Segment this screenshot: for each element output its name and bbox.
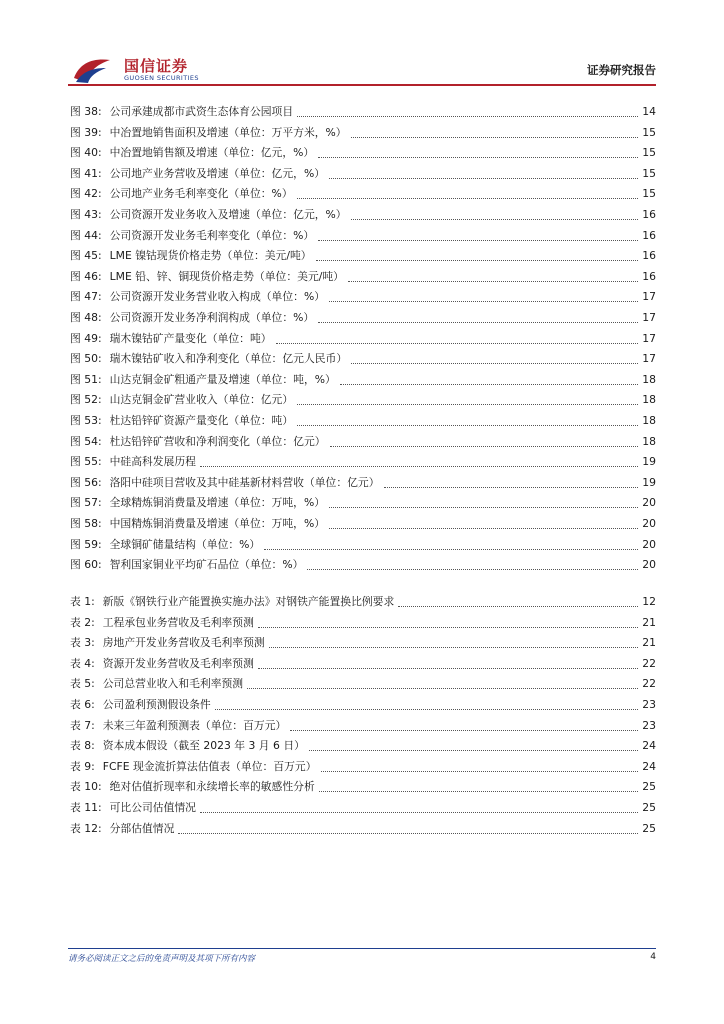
footer-divider [68,948,656,949]
figure-label: 图 48: [70,311,102,324]
dot-leader [351,362,638,364]
figure-title: 杜达铅锌矿营收和净利润变化（单位：亿元） [109,434,326,448]
dot-leader [321,770,638,772]
figure-label: 图 59: [70,537,102,551]
figure-label: 图 39: [70,125,102,139]
table-page-number: 21 [642,615,656,629]
dot-leader [269,646,638,648]
table-entry[interactable] [68,821,656,839]
table-page-number: 24 [642,739,656,753]
figure-entry[interactable] [68,125,656,143]
figure-label: 图 58: [70,517,102,530]
dot-leader [318,321,638,323]
figure-entry[interactable] [68,248,656,266]
page-number: 4 [650,952,656,962]
table-page-number: 22 [642,656,656,670]
figure-entry[interactable] [68,104,656,122]
figure-label: 图 44: [70,228,102,242]
figure-entry[interactable] [68,372,656,390]
figure-page-number: 17 [642,331,656,345]
figure-page-number: 18 [642,393,656,407]
dot-leader [290,729,638,731]
figure-page-number: 15 [642,125,656,139]
dot-leader [330,445,638,447]
table-entry[interactable] [68,615,656,633]
figure-label: 图 51: [70,372,102,386]
figure-title: 全球铜矿储量结构（单位：%） [109,537,261,551]
figure-page-number: 16 [642,208,656,221]
table-label: 表 3: [70,636,95,650]
table-title: 绝对估值折现率和永续增长率的敏感性分析 [109,780,315,794]
figure-page-number: 18 [642,434,656,448]
figure-title: 全球精炼铜消费量及增速（单位：万吨，%） [109,496,326,510]
figure-title: 山达克铜金矿粗通产量及增速（单位：吨，%） [109,372,336,386]
dot-leader [215,708,638,710]
table-title: 工程承包业务营收及毛利率预测 [102,615,254,629]
figure-label: 图 42: [70,187,102,201]
page-header [0,0,724,90]
table-page-number: 22 [642,677,656,691]
dot-leader [247,687,638,689]
figure-label: 图 54: [70,434,102,448]
table-label: 表 9: [70,759,95,773]
figure-title: 瑞木镍钴矿产量变化（单位：吨） [109,331,272,345]
dot-leader [384,486,638,488]
figure-label: 图 52: [70,393,102,407]
table-label: 表 12: [70,821,102,835]
dot-leader [340,383,638,385]
figure-title: 瑞木镍钴矿收入和净利变化（单位：亿元人民币） [109,352,348,366]
figure-title: 中硅高科发展历程 [109,455,196,469]
table-page-number: 25 [642,801,656,814]
dot-leader [258,626,638,628]
figure-page-number: 20 [642,496,656,510]
footer-disclaimer: 请务必阅读正文之后的免责声明及其项下所有内容 [68,954,256,964]
dot-leader [276,342,638,344]
figure-page-number: 17 [642,352,656,366]
table-entry[interactable] [68,738,656,756]
table-title: FCFE 现金流折算法估值表（单位：百万元） [102,759,317,773]
figure-label: 图 60: [70,558,102,572]
table-title: 房地产开发业务营收及毛利率预测 [102,636,265,650]
figure-label: 图 57: [70,496,102,510]
figure-entry[interactable] [68,166,656,184]
figure-entry[interactable] [68,475,656,493]
figure-page-number: 20 [642,517,656,530]
table-title: 公司总营业收入和毛利率预测 [102,677,244,691]
guosen-logo-icon [72,56,112,84]
figure-page-number: 16 [642,228,656,242]
table-entry[interactable] [68,656,656,674]
figure-page-number: 14 [642,105,656,118]
figure-label: 图 55: [70,455,102,469]
table-page-number: 24 [642,759,656,773]
figure-entry[interactable] [68,289,656,307]
figure-entry[interactable] [68,331,656,349]
figure-entry[interactable] [68,495,656,513]
figure-label: 图 41: [70,166,102,180]
table-title: 可比公司估值情况 [109,801,196,814]
dot-leader [351,218,638,220]
dot-leader [329,177,638,179]
table-entry[interactable] [68,635,656,653]
figure-page-number: 18 [642,414,656,427]
figure-entry[interactable] [68,516,656,534]
dot-leader [318,239,638,241]
figure-label: 图 40: [70,146,102,160]
table-title: 新版《钢铁行业产能置换实施办法》对钢铁产能置换比例要求 [102,595,395,608]
table-page-number: 12 [642,595,656,608]
figure-page-number: 15 [642,166,656,180]
dot-leader [297,424,638,426]
figure-title: 公司资源开发业务营业收入构成（单位：%） [109,290,326,304]
figure-title: 杜达铅锌矿资源产量变化（单位：吨） [109,414,294,427]
table-title: 分部估值情况 [109,821,175,835]
table-entry[interactable] [68,779,656,797]
logo-chinese-name: 国信证券 [124,57,189,75]
figure-title: 洛阳中硅项目营收及其中硅基新材料营收（单位：亿元） [109,475,380,489]
figure-label: 图 47: [70,290,102,304]
figure-page-number: 16 [642,249,656,263]
figure-label: 图 53: [70,414,102,427]
table-label: 表 8: [70,739,95,753]
figure-title: 公司资源开发业务毛利率变化（单位：%） [109,228,315,242]
figure-title: 公司资源开发业务净利润构成（单位：%） [109,311,315,324]
figure-label: 图 50: [70,352,102,366]
figure-page-number: 15 [642,146,656,160]
figure-entry[interactable] [68,269,656,287]
figure-entry[interactable] [68,392,656,410]
figure-page-number: 18 [642,372,656,386]
figure-entry[interactable] [68,434,656,452]
dot-leader [316,259,638,261]
dot-leader [398,605,638,607]
dot-leader [178,832,638,834]
figure-title: 公司资源开发业务收入及增速（单位：亿元，%） [109,208,347,221]
figure-entry[interactable] [68,145,656,163]
table-label: 表 6: [70,698,95,711]
table-entry[interactable] [68,800,656,818]
dot-leader [200,465,638,467]
figure-label: 图 43: [70,208,102,221]
table-page-number: 23 [642,718,656,732]
table-label: 表 1: [70,595,95,608]
table-entry[interactable] [68,594,656,612]
figure-entry[interactable] [68,228,656,246]
figure-page-number: 16 [642,269,656,283]
figure-title: 公司承建成都市武资生态体育公园项目 [109,105,294,118]
dot-leader [319,790,638,792]
figure-title: LME 铅、锌、铜现货价格走势（单位：美元/吨） [109,269,344,283]
dot-leader [258,667,638,669]
figure-page-number: 19 [642,455,656,469]
table-entry[interactable] [68,718,656,736]
table-title: 未来三年盈利预测表（单位：百万元） [102,718,287,732]
figure-label: 图 56: [70,475,102,489]
figure-label: 图 49: [70,331,102,345]
table-label: 表 10: [70,780,102,794]
table-page-number: 23 [642,698,656,711]
table-title: 公司盈利预测假设条件 [102,698,211,711]
table-entry[interactable] [68,676,656,694]
table-entry[interactable] [68,759,656,777]
table-page-number: 25 [642,821,656,835]
figure-entry[interactable] [68,310,656,328]
figure-entry[interactable] [68,454,656,472]
table-title: 资源开发业务营收及毛利率预测 [102,656,254,670]
dot-leader [348,280,638,282]
table-label: 表 7: [70,718,95,732]
figure-page-number: 20 [642,558,656,572]
figure-page-number: 17 [642,311,656,324]
figure-page-number: 20 [642,537,656,551]
table-label: 表 2: [70,615,95,629]
dot-leader [318,156,638,158]
figure-title: 中冶置地销售额及增速（单位：亿元，%） [109,146,315,160]
dot-leader [351,136,638,138]
dot-leader [200,811,638,813]
logo-english-name: GUOSEN SECURITIES [124,74,199,82]
table-label: 表 4: [70,656,95,670]
figure-label: 图 38: [70,105,102,118]
figure-entry[interactable] [68,351,656,369]
figure-title: 山达克铜金矿营业收入（单位：亿元） [109,393,294,407]
dot-leader [329,300,638,302]
table-title: 资本成本假设（截至 2023 年 3 月 6 日） [102,739,305,753]
report-type-label: 证券研究报告 [587,63,656,77]
figure-entry[interactable] [68,186,656,204]
dot-leader [264,548,638,550]
figure-label: 图 45: [70,249,102,263]
dot-leader [329,506,638,508]
figure-page-number: 15 [642,187,656,201]
figure-page-number: 19 [642,475,656,489]
figure-entry[interactable] [68,413,656,431]
figure-title: 公司地产业务毛利率变化（单位：%） [109,187,293,201]
table-page-number: 21 [642,636,656,650]
figure-title: 中冶置地销售面积及增速（单位：万平方米，%） [109,125,347,139]
table-label: 表 11: [70,801,102,814]
dot-leader [297,197,638,199]
header-divider [68,84,656,86]
figure-entry[interactable] [68,557,656,575]
figure-title: 中国精炼铜消费量及增速（单位：万吨，%） [109,517,326,530]
figure-page-number: 17 [642,290,656,304]
table-page-number: 25 [642,780,656,794]
table-entry[interactable] [68,697,656,715]
figure-title: LME 镍钴现货价格走势（单位：美元/吨） [109,249,312,263]
figure-title: 智利国家铜业平均矿石品位（单位：%） [109,558,304,572]
figure-title: 公司地产业务营收及增速（单位：亿元，%） [109,166,326,180]
figure-label: 图 46: [70,269,102,283]
dot-leader [307,568,638,570]
table-label: 表 5: [70,677,95,691]
dot-leader [297,115,638,117]
dot-leader [329,527,638,529]
figure-entry[interactable] [68,537,656,555]
figure-entry[interactable] [68,207,656,225]
dot-leader [309,749,638,751]
dot-leader [297,403,638,405]
